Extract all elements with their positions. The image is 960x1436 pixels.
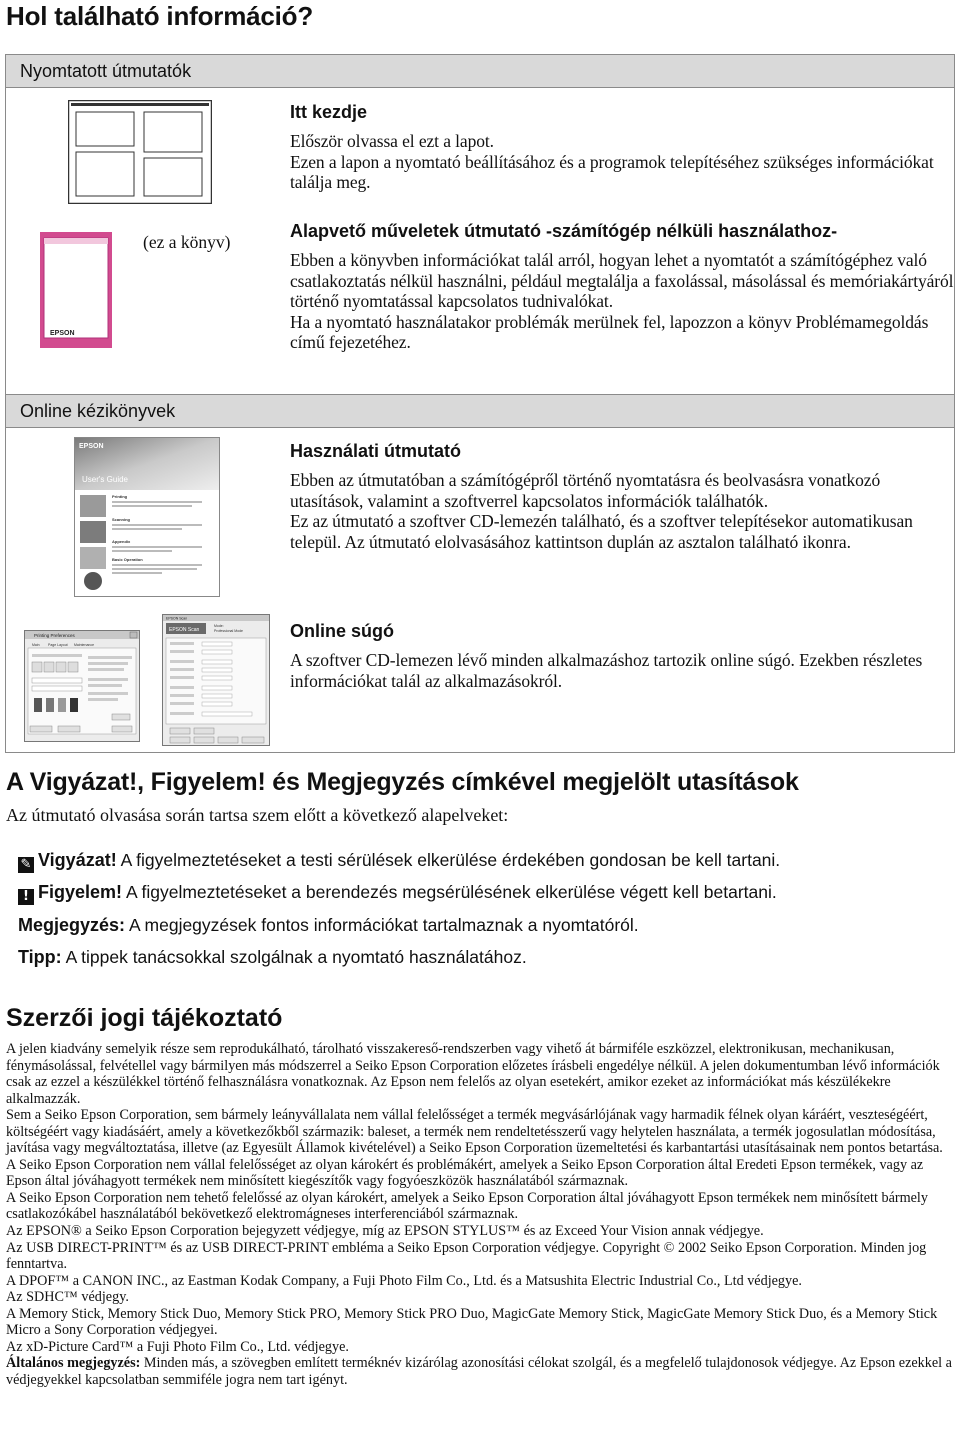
online-manuals-header: Online kézikönyvek [5,394,955,428]
entry-online-help [290,620,955,691]
entry-basic-operation [290,220,955,353]
notices-title: A Vigyázat!, Figyelem! és Megjegyzés címkével megjelölt utasítások [6,768,799,796]
copyright-title: Szerzői jogi tájékoztató [6,1004,283,1032]
frame-left [5,88,6,394]
setup-sheet-illustration [68,100,212,204]
guide-brand: EPSON [79,443,104,450]
guide-item: Basic Operation [112,557,143,562]
general-note-label: Általános megjegyzés: [6,1355,141,1372]
guide-caption: User's Guide [82,475,128,484]
notice-text: A tippek tanácsokkal szolgálnak a nyomtató használatához. [65,947,527,967]
entry-text: Ebben az útmutatóban a számítógépről történő nyomtatásra és beolvasásra vonatkozó utasítások, valamint a szoftverrel kapcsolatos információk találhatók. [290,470,881,511]
notice-text: A megjegyzések fontos információkat tartalmaznak a nyomtatóról. [128,915,639,935]
copyright-paragraph: A Seiko Epson Corporation nem vállal felelősséget az olyan károkért és problémákért, amelyek a Seiko Epson Corporation által Eredeti Epson termékek, vagy az Epson által jóváhagyott termékek nem minősített kiegészítők vagy fogyóeszközök használatából származnak. [6,1156,924,1190]
window-title: EPSON Scan [166,616,188,621]
notice-label: Vigyázat! [38,850,117,870]
copyright-paragraph: A DPOF™ a CANON INC., az Eastman Kodak Company, a Fuji Photo Film Co., Ltd. és a Matsushita Electric Industrial Co., Ltd védjegye. [6,1272,802,1289]
notice-text: A figyelmeztetéseket a berendezés megsérülésének elkerülése végett kell betartani. [125,882,777,902]
scan-mode-value: Professional Mode [214,629,243,633]
caution-icon: ! [18,889,34,905]
notice-label: Tipp: [18,947,62,967]
printing-preferences-screenshot [24,630,140,742]
warning-icon: ✎ [18,857,34,873]
booklet-illustration [40,232,112,348]
entry-text: Ebben a könyvben információkat talál arról, hogyan lehet a nyomtatót a számítógéphez való csatlakoztatás nélkül használni, például megtalálja a faxolással, másolással és memóriakártyáról történő nyomtatással kapcsolatos tudnivalókat. [290,250,954,311]
copyright-paragraph: Az EPSON® a Seiko Epson Corporation bejegyzett védjegye, míg az EPSON STYLUS™ és az Exceed Your Vision annak védjegye. [6,1223,764,1240]
entry-title: Használati útmutató [290,441,462,461]
book-note: (ez a könyv) [143,232,231,252]
window-tab: Page Layout [48,643,68,647]
copyright-paragraph: A Seiko Epson Corporation nem tehető felelőssé az olyan károkért, amelyek a Seiko Epson Corporation által jóváhagyott Epson termékek nem minősített bármely csatlakozókábel használatából bekövetkező elektromágneses interferenciából származnak. [6,1189,928,1223]
entry-users-guide [290,440,955,552]
entry-text: A szoftver CD-lemezen lévő minden alkalmazáshoz tartozik online súgó. Ezekben részletes információkat talál az alkalmazásokról. [290,650,923,691]
notice-note [18,914,639,936]
notice-tip [18,946,527,968]
notice-warning [18,849,780,873]
copyright-body [6,1041,956,1388]
guide-item: Appendix [112,539,131,544]
notice-label: Megjegyzés: [18,915,126,935]
copyright-paragraph: A jelen kiadvány semelyik része sem reprodukálható, tárolható visszakereső-rendszerben vagy vihető át bármiféle eszközzel, elektronikusan, mechanikusan, fénymásolással, felvétellel vagy bármilyen más módszerrel a Seiko Epson Corporation előzetes írásbeli engedélye nélkül. A jelen dokumentumban lévő információk csak az ezzel a készülékkel történő felhasználásra vonatkoznak. Az Epson nem felelős az olyan esetekért, amikor ezeket az információkat más készülékekre alkalmazzák. [6,1041,940,1107]
window-tab: Maintenance [74,643,95,647]
page-title: Hol található információ? [6,1,314,31]
notice-caution [18,881,777,905]
scan-brand: EPSON Scan [169,627,200,633]
entry-title: Online súgó [290,621,395,641]
copyright-paragraph: Az xD-Picture Card™ a Fuji Photo Film Co., Ltd. védjegye. [6,1338,349,1355]
general-note-text: Minden más, a szövegben említett terméknév kizárólag azonosítási célokat szolgál, és a megfelelő tulajdonosok védjegye. Az Epson ezekkel a védjegyekkel kapcsolatban semmiféle jogra nem tart igényt. [6,1355,952,1388]
entry-text: Először olvassa el ezt a lapot. [290,131,494,151]
notices-intro: Az útmutató olvasása során tartsa szem előtt a következő alapelveket: [6,805,509,825]
printed-guides-header: Nyomtatott útmutatók [5,54,955,88]
window-title: Printing Preferences [34,633,75,638]
general-note [6,1355,956,1388]
notice-text: A figyelmeztetéseket a testi sérülések elkerülése érdekében gondosan be kell tartani. [120,850,781,870]
copyright-paragraph: Az USB DIRECT-PRINT™ és az USB DIRECT-PRINT embléma a Seiko Epson Corporation védjegye. Copyright © 2002 Seiko Epson Corporation. Minden jog fenntartva. [6,1239,927,1273]
copyright-paragraph: Az SDHC™ védjegy. [6,1289,129,1306]
copyright-paragraph: A Memory Stick, Memory Stick Duo, Memory Stick PRO, Memory Stick PRO Duo, MagicGate Memory Stick, MagicGate Memory Stick Duo, és a Memory Stick Micro a Sony Corporation védjegyei. [6,1305,938,1339]
epson-scan-screenshot [162,614,270,746]
copyright-paragraph: Sem a Seiko Epson Corporation, sem bármely leányvállalata nem vállal felelősséget a termék megvásárlójának vagy harmadik félnek olyan káráért, veszteségéért, költségéért vagy kiadásáért, amely a következőkből származik: baleset, a termék nem rendeltetésszerű vagy helytelen használata, a termék jogosulatlan módosítása, javítása vagy megváltoztatása, illetve (az Egyesült Államok kivételével) a Seiko Epson Corporation üzemeltetési és karbantartási utasításainak nem pontos betartása. [6,1107,943,1157]
booklet-brand: EPSON [50,330,75,337]
guide-item: Printing [112,494,128,499]
notice-label: Figyelem! [38,882,123,902]
entry-title: Alapvető műveletek útmutató -számítógép nélküli használathoz- [290,221,838,241]
entry-text: Ha a nyomtató használatakor problémák merülnek fel, lapozzon a könyv Problémamegoldás című fejezetéhez. [290,311,929,352]
entry-start-here [290,101,955,193]
frame-bottom [5,752,955,753]
users-guide-thumbnail [74,437,220,597]
guide-item: Scanning [112,517,131,522]
window-tab: Main [32,643,40,647]
entry-title: Itt kezdje [290,102,368,122]
frame-left [5,428,6,752]
entry-text: Ez az útmutató a szoftver CD-lemezén található, és a szoftver telepítésekor automatikusan települ. Az útmutató elolvasásához kattintson duplán az asztalon található ikonra. [290,511,913,552]
scan-mode-label: Mode: [214,624,224,628]
entry-text: Ezen a lapon a nyomtató beállításához és a programok telepítéséhez szükséges információkat találja meg. [290,151,934,192]
